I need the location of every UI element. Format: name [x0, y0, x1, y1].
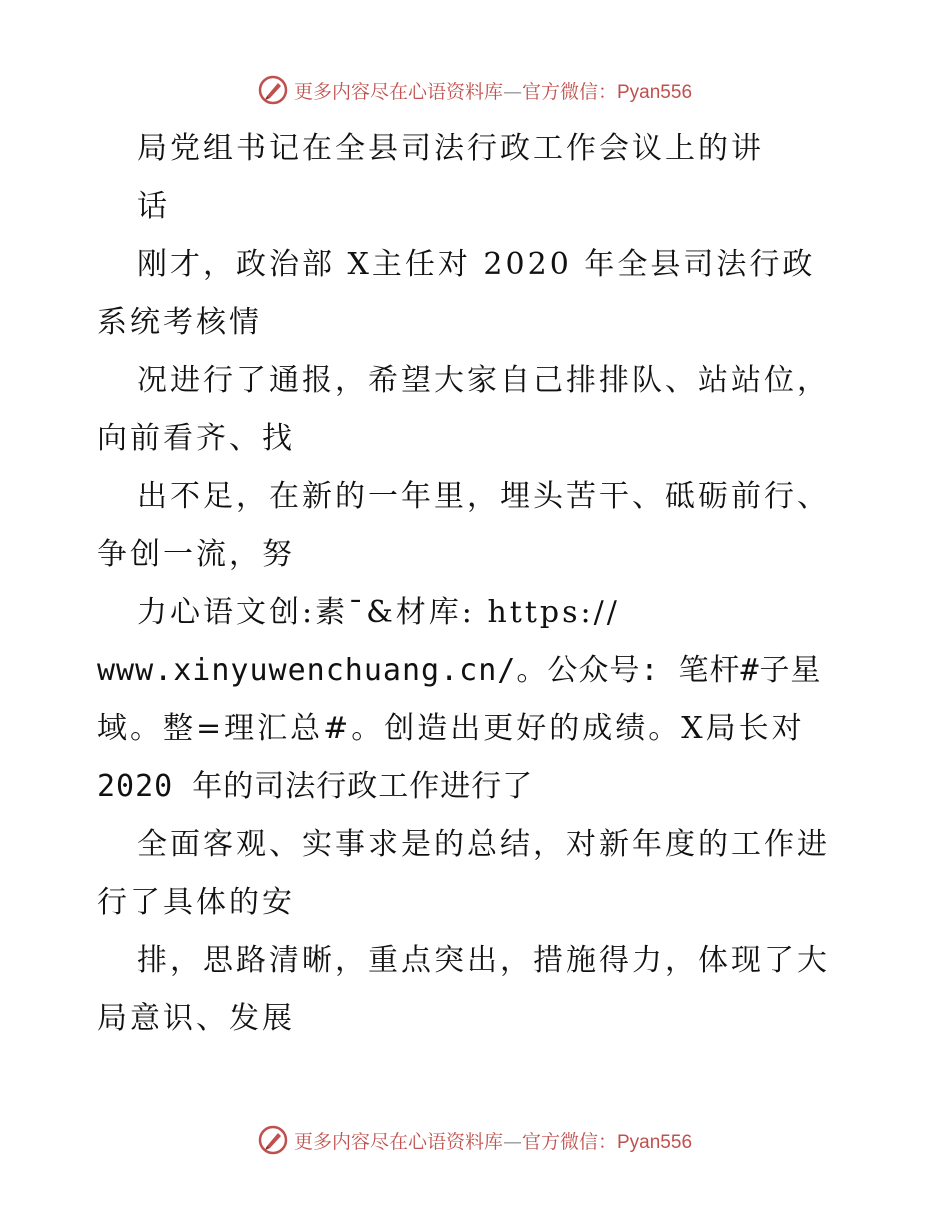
footer-banner [0, 1120, 950, 1160]
document-body [97, 120, 887, 1048]
url-line: www.xinyuwenchuang.cn/。公众号: 笔杆#子星 [97, 653, 822, 688]
header-banner [0, 70, 950, 110]
banner-text: 更多内容尽在心语资料库—官方微信：Pyan556 [293, 1130, 693, 1153]
pen-logo-icon [258, 1125, 288, 1155]
paragraph-line: 刚才，政治部 X主任对 2020 年全县司法行政 [137, 247, 816, 282]
banner-text: 更多内容尽在心语资料库—官方微信：Pyan556 [293, 80, 693, 103]
paragraph-line: 域。整=理汇总#。创造出更好的成绩。X局长对 [97, 711, 805, 746]
paragraph-line: 行了具体的安 [97, 885, 295, 920]
title-line-1: 局党组书记在全县司法行政工作会议上的讲 [137, 131, 764, 166]
pen-logo-icon [258, 75, 288, 105]
paragraph-line: 排，思路清晰，重点突出，措施得力，体现了大 [137, 943, 830, 978]
paragraph-line: 局意识、发展 [97, 1001, 295, 1036]
paragraph-line: 2020 年的司法行政工作进行了 [97, 769, 534, 804]
paragraph-line: 力心语文创:素¯&材库: https:// [137, 595, 620, 630]
paragraph-line: 况进行了通报，希望大家自己排排队、站站位， [137, 363, 830, 398]
paragraph-line: 系统考核情 [97, 305, 262, 340]
paragraph-line: 出不足，在新的一年里，埋头苦干、砥砺前行、 [137, 479, 830, 514]
paragraph-line: 争创一流，努 [97, 537, 295, 572]
title-line-2: 话 [137, 189, 170, 224]
paragraph-line: 向前看齐、找 [97, 421, 295, 456]
paragraph-line: 全面客观、实事求是的总结，对新年度的工作进 [137, 827, 830, 862]
